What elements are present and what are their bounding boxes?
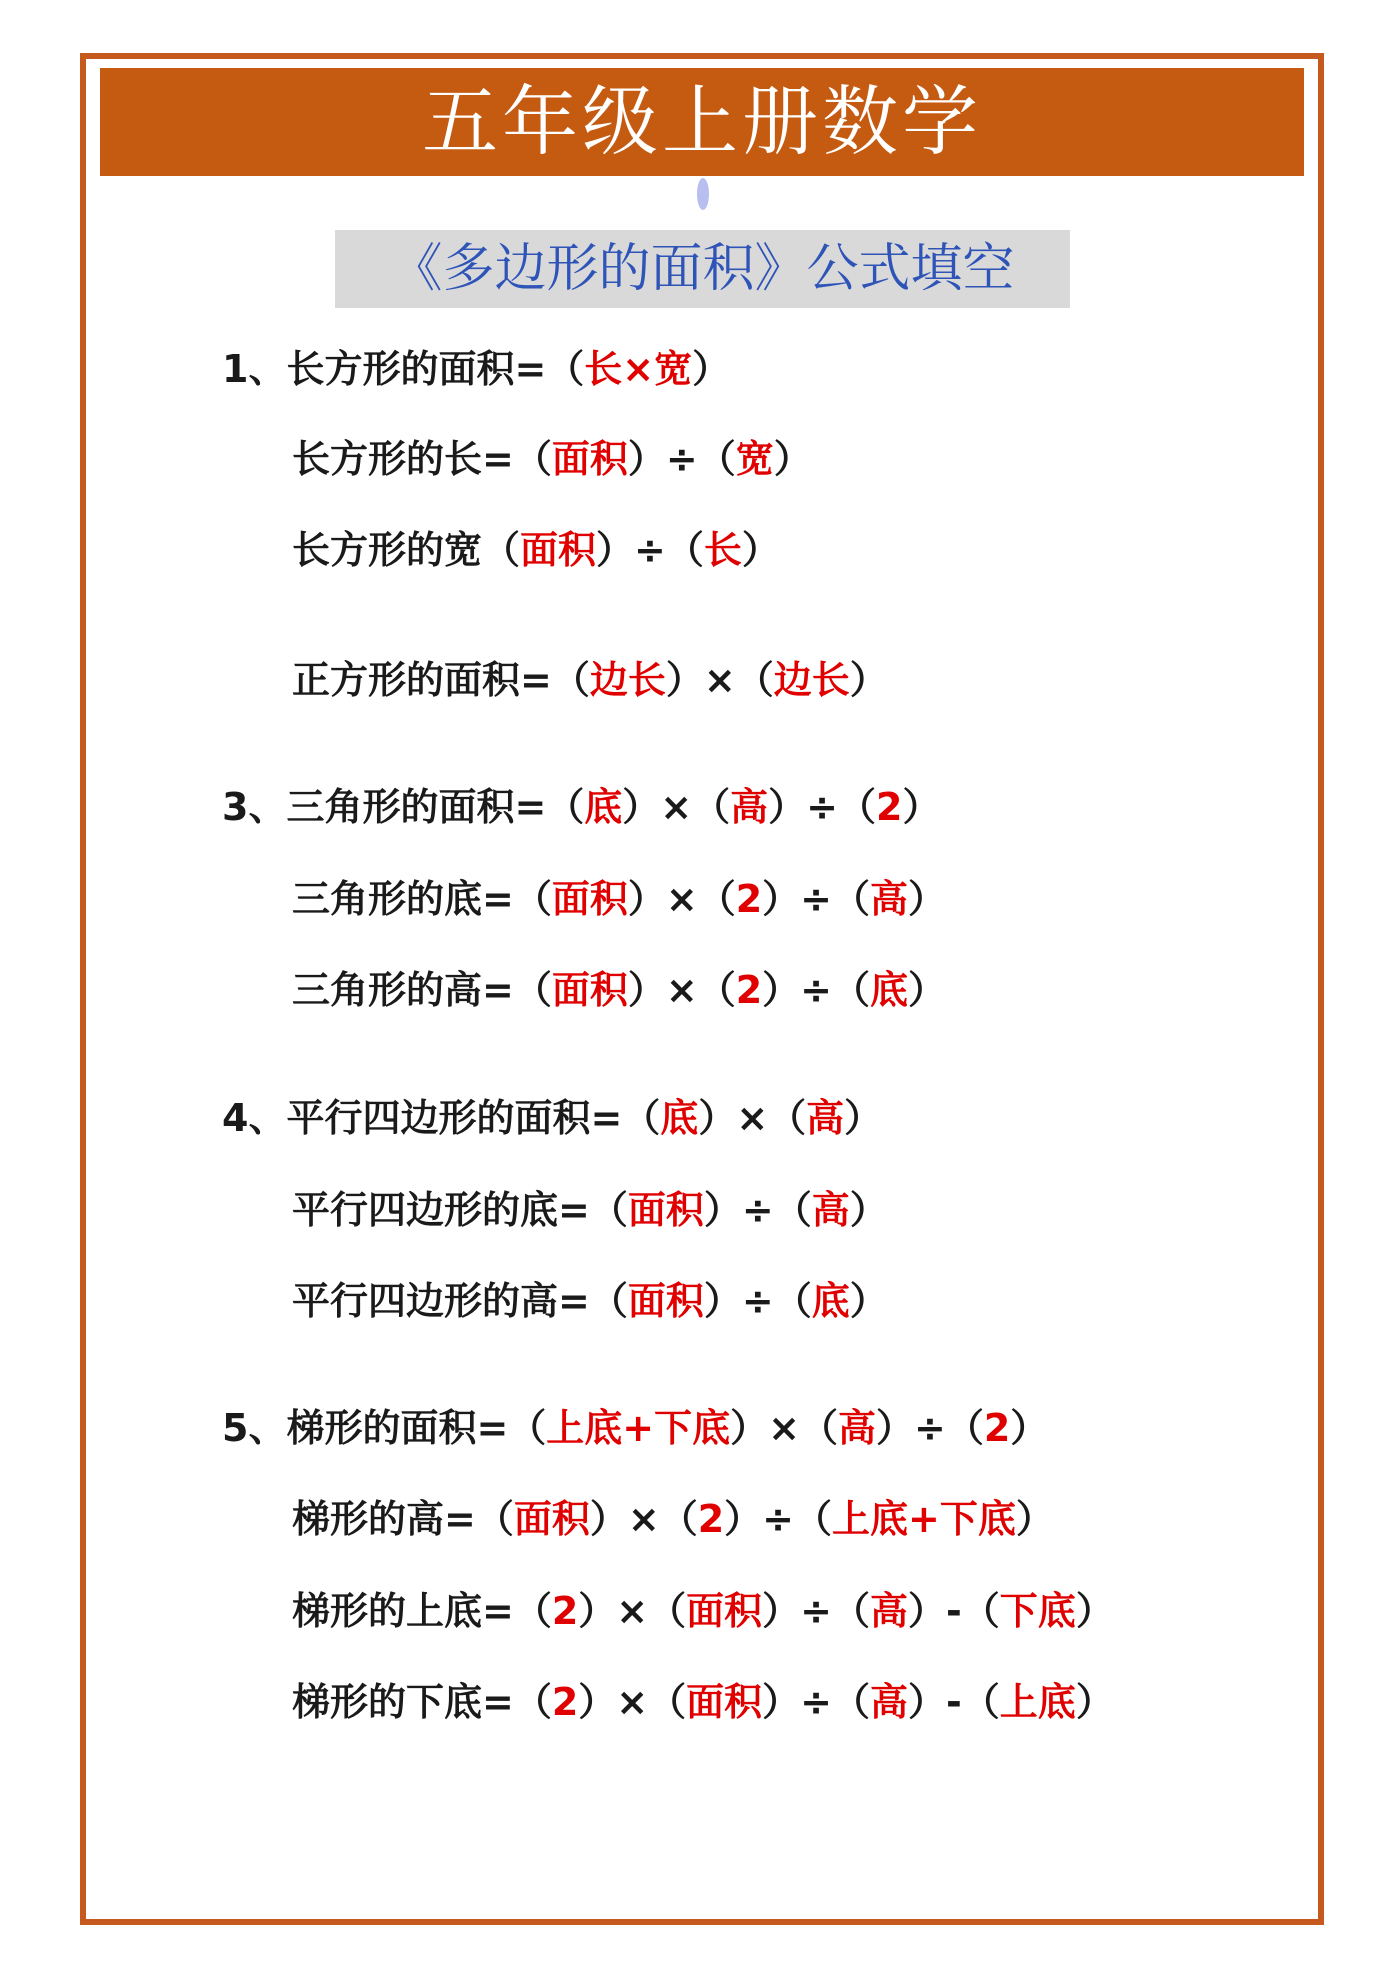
formula-line	[292, 1497, 1054, 1543]
formula-text: 5、梯形的面积=（	[222, 1406, 547, 1450]
formula-text: ）÷（	[762, 1680, 870, 1724]
answer-text: 面积	[520, 528, 597, 572]
answer-text: 边长	[589, 658, 666, 702]
answer-text: 面积	[627, 1279, 704, 1323]
formula-text: ）÷（	[875, 1406, 984, 1450]
formula-text: 长方形的宽（	[292, 528, 521, 572]
formula-text: ）×（	[578, 1589, 687, 1633]
answer-text: 2	[876, 785, 903, 829]
formula-text: ）÷（	[762, 968, 870, 1012]
formula-text: ）×（	[627, 877, 736, 921]
answer-text: 2	[735, 877, 763, 921]
formula-text: 平行四边形的高=（	[292, 1279, 628, 1323]
answer-text: 长	[703, 528, 742, 572]
formula-text: ）×（	[589, 1497, 698, 1541]
formula-text: ）	[1075, 1589, 1114, 1633]
formula-line	[292, 1589, 1114, 1635]
answer-text: 面积	[686, 1680, 763, 1724]
answer-text: 2	[983, 1406, 1011, 1450]
formula-text: ）	[773, 437, 812, 481]
answer-text: 2	[551, 1680, 579, 1724]
answer-text: 高	[806, 1096, 845, 1140]
answer-text: 底	[811, 1279, 850, 1323]
formula-text: ）	[849, 1188, 888, 1232]
subtitle: 《多边形的面积》公式填空	[390, 239, 1015, 299]
answer-text: 底	[870, 968, 909, 1012]
formula-text: 平行四边形的底=（	[292, 1188, 628, 1232]
formula-text: 梯形的下底=（	[292, 1680, 552, 1724]
formula-text: ）	[908, 877, 947, 921]
formula-text: 长方形的长=（	[292, 437, 552, 481]
formula-line	[292, 437, 812, 483]
formula-text: ）×（	[730, 1406, 838, 1450]
answer-text: 高	[870, 1589, 909, 1633]
title-banner	[100, 68, 1304, 176]
formula-text: 3、三角形的面积=（	[222, 785, 585, 829]
formula-line	[222, 1096, 882, 1142]
formula-text: ）÷（	[627, 437, 736, 481]
answer-text: 高	[730, 785, 769, 829]
formula-text: ）÷（	[703, 1279, 812, 1323]
formula-text: ）	[1075, 1680, 1114, 1724]
formula-text: ）×（	[698, 1096, 807, 1140]
answer-text: 底	[660, 1096, 699, 1140]
formula-text: 正方形的面积=（	[292, 658, 590, 702]
formula-line	[292, 1680, 1114, 1726]
formula-line	[222, 347, 730, 393]
answer-text: 面积	[551, 437, 628, 481]
formula-text: ）	[1010, 1406, 1049, 1450]
formula-text: ）×（	[665, 658, 774, 702]
formula-text: 1、长方形的面积=（	[222, 347, 585, 391]
formula-line	[292, 877, 946, 923]
answer-text: 2	[551, 1589, 579, 1633]
formula-text: ）÷（	[768, 785, 876, 829]
formula-text: ）÷（	[762, 877, 870, 921]
formula-text: ）÷（	[703, 1188, 812, 1232]
formula-text: ）	[1015, 1497, 1054, 1541]
answer-text: 高	[870, 1680, 909, 1724]
answer-text: 上底	[999, 1680, 1076, 1724]
formula-line	[292, 1188, 888, 1234]
formula-text: 三角形的高=（	[292, 968, 552, 1012]
formula-line	[222, 1406, 1048, 1452]
answer-text: 面积	[551, 877, 628, 921]
answer-text: 高	[837, 1406, 876, 1450]
formula-line	[292, 528, 780, 574]
formula-text: ）	[741, 528, 780, 572]
formula-line	[292, 968, 946, 1014]
formula-text: 4、平行四边形的面积=（	[222, 1096, 661, 1140]
formula-text: ）	[849, 1279, 888, 1323]
answer-text: 面积	[513, 1497, 590, 1541]
answer-text: 上底+下底	[832, 1497, 1016, 1541]
formula-text: ）-（	[908, 1680, 1000, 1724]
answer-text: 面积	[627, 1188, 704, 1232]
answer-text: 高	[811, 1188, 850, 1232]
answer-text: 面积	[551, 968, 628, 1012]
formula-line	[292, 1279, 888, 1325]
page-title: 五年级上册数学	[422, 77, 982, 166]
formula-text: ）	[692, 347, 731, 391]
formula-text: ）÷（	[762, 1589, 870, 1633]
formula-text: ）	[849, 658, 888, 702]
formula-text: ）	[902, 785, 941, 829]
formula-text: ）	[908, 968, 947, 1012]
formula-text: ）-（	[908, 1589, 1000, 1633]
answer-text: 下底	[999, 1589, 1076, 1633]
formula-text: ）	[844, 1096, 883, 1140]
answer-text: 2	[735, 968, 763, 1012]
answer-text: 面积	[686, 1589, 763, 1633]
answer-text: 宽	[735, 437, 774, 481]
formula-line	[222, 785, 940, 831]
formula-text: ）÷（	[724, 1497, 832, 1541]
subtitle-box	[335, 230, 1070, 308]
answer-text: 底	[584, 785, 623, 829]
answer-text: 上底+下底	[546, 1406, 731, 1450]
answer-text: 高	[870, 877, 909, 921]
decorative-dot	[697, 178, 709, 210]
formula-text: 梯形的高=（	[292, 1497, 514, 1541]
formula-text: 三角形的底=（	[292, 877, 552, 921]
formula-text: ）×（	[627, 968, 736, 1012]
answer-text: 长×宽	[584, 347, 693, 391]
formula-line	[292, 658, 888, 704]
formula-text: ）×（	[622, 785, 731, 829]
formula-text: ）×（	[578, 1680, 687, 1724]
answer-text: 2	[697, 1497, 725, 1541]
answer-text: 边长	[773, 658, 850, 702]
formula-text: ）÷（	[596, 528, 704, 572]
formula-text: 梯形的上底=（	[292, 1589, 552, 1633]
